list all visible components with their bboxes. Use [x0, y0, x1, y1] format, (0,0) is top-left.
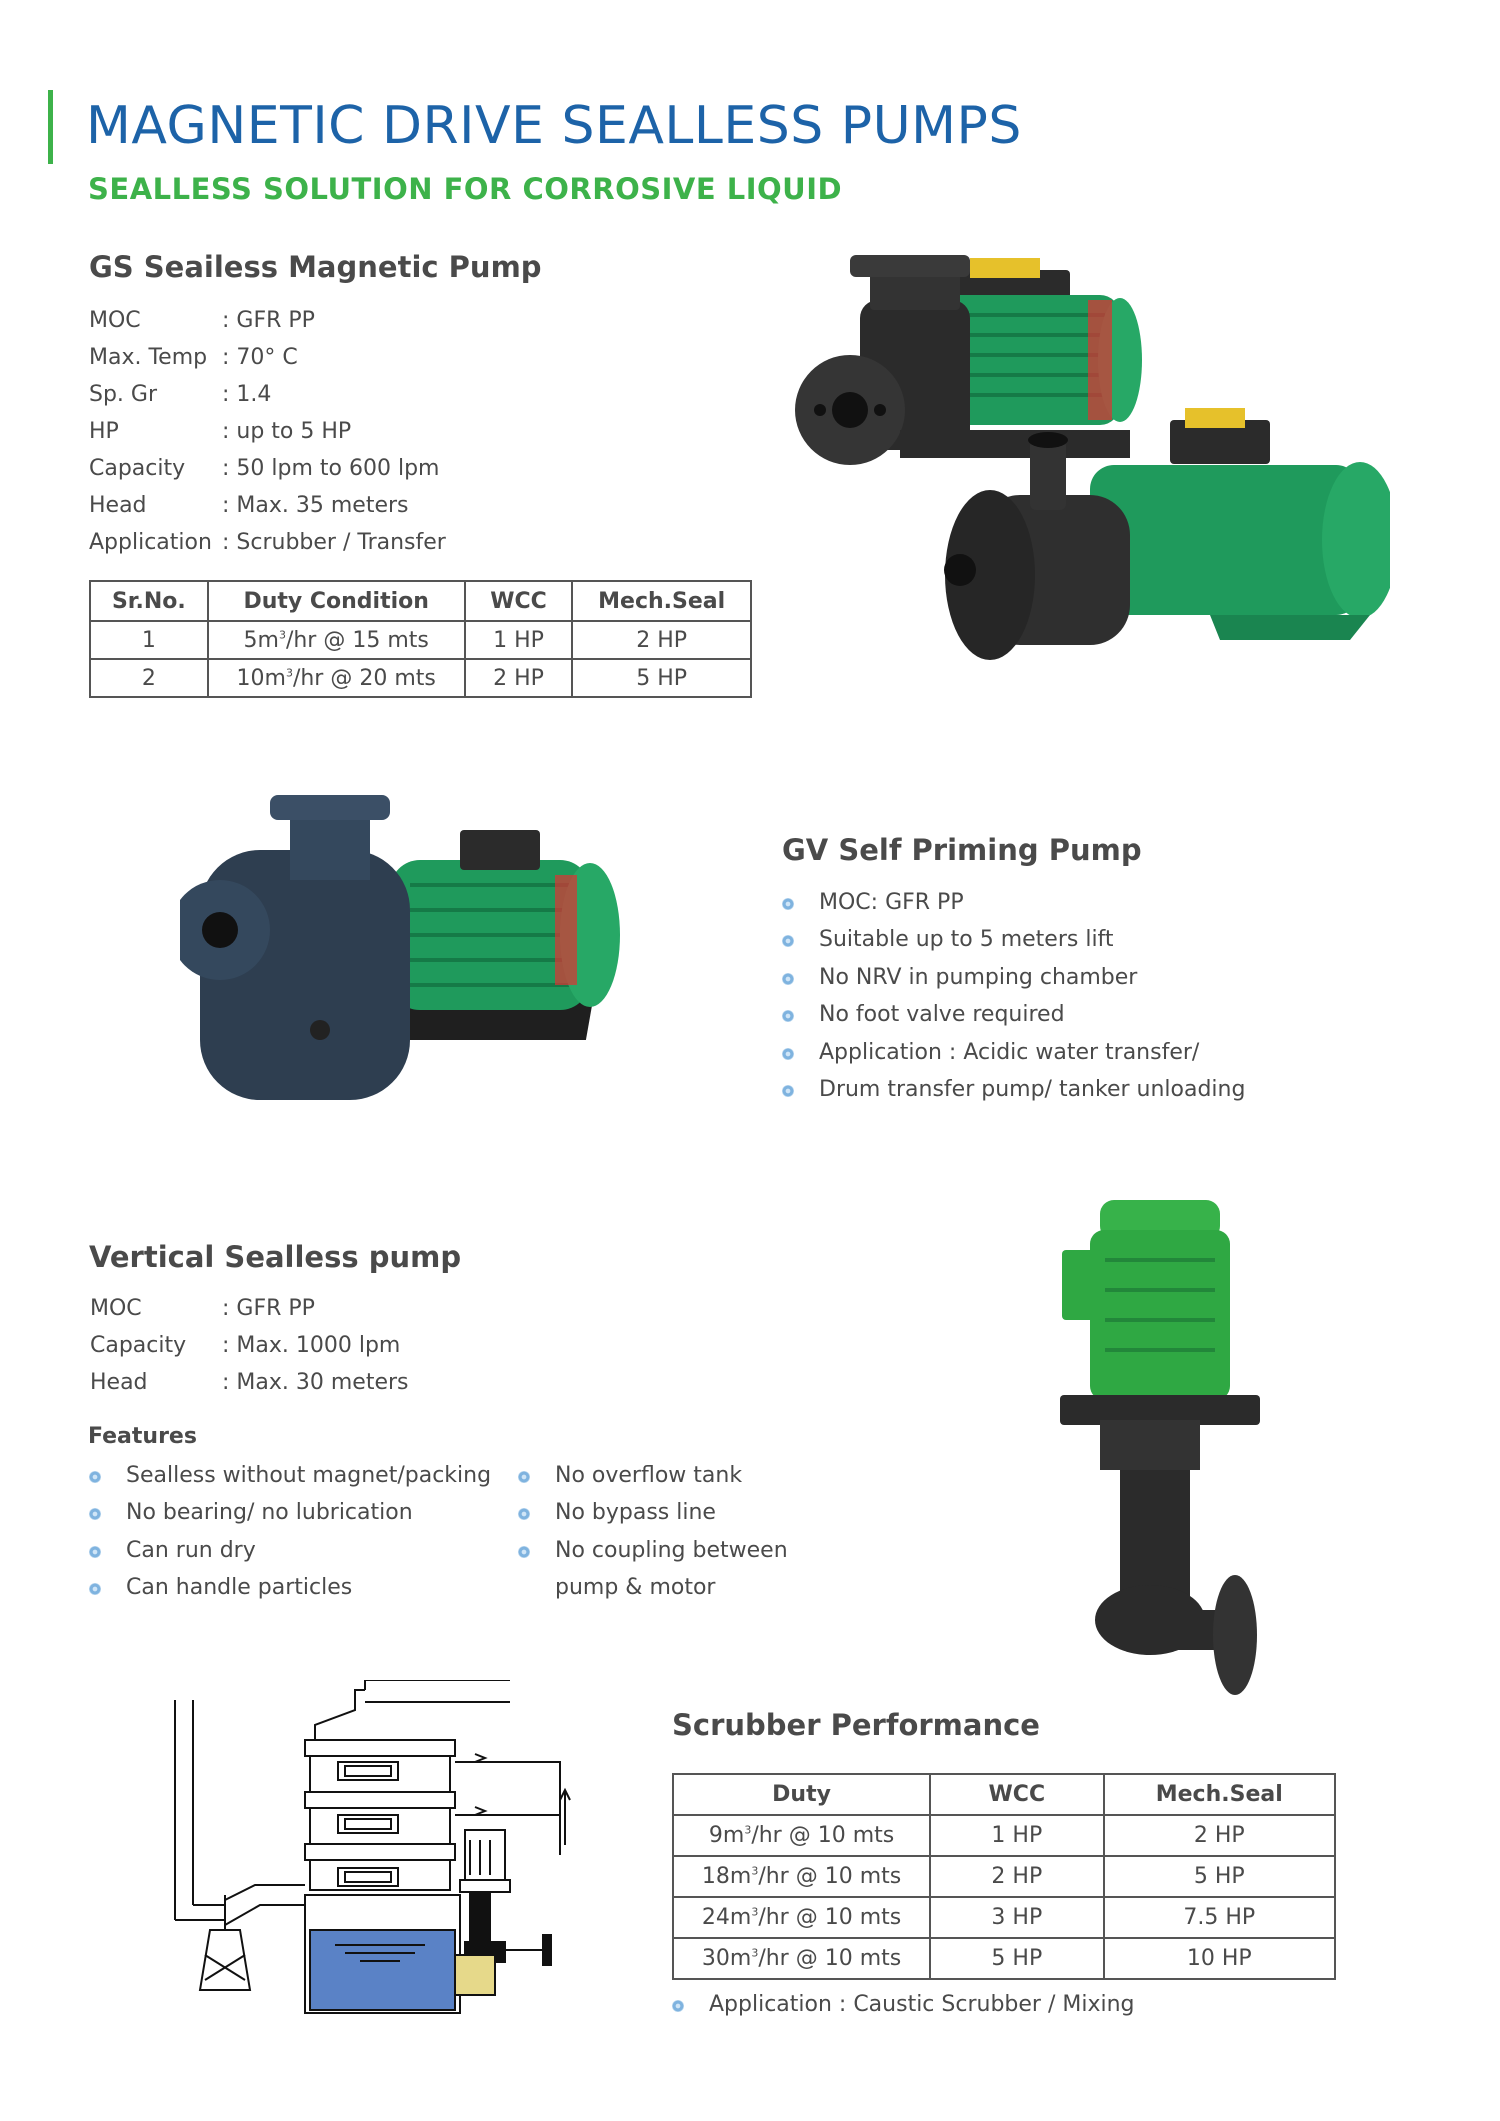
spec-label: HP — [89, 419, 119, 444]
table-header-cell: Sr.No. — [90, 581, 208, 621]
scrubber-performance-table — [672, 1773, 1336, 1980]
list-item-text: Drum transfer pump/ tanker unloading — [819, 1076, 1246, 1102]
table-cell — [208, 659, 465, 697]
spec-label: Capacity — [89, 456, 186, 481]
list-item — [782, 888, 1245, 925]
scrubber-section-title: Scrubber Performance — [672, 1708, 1040, 1742]
spec-value: : GFR PP — [222, 308, 315, 333]
table-header-cell: WCC — [465, 581, 573, 621]
page-title: MAGNETIC DRIVE SEALLESS PUMPS — [86, 96, 1022, 156]
table-row — [90, 659, 751, 697]
bullet-icon — [782, 973, 794, 985]
gs-pump-image — [790, 240, 1390, 720]
duty-value: 24m — [701, 1905, 752, 1930]
spec-value: : 70° C — [222, 345, 298, 370]
list-item — [89, 1498, 491, 1535]
table-cell: 1 HP — [465, 621, 573, 659]
list-item — [518, 1498, 788, 1535]
list-item — [89, 1536, 491, 1573]
bullet-icon — [782, 935, 794, 947]
list-item-text: MOC: GFR PP — [819, 890, 964, 915]
superscript: 3 — [751, 1864, 759, 1878]
spec-value: : Max. 1000 lpm — [222, 1333, 401, 1358]
list-item-text: No bearing/ no lubrication — [126, 1500, 413, 1526]
gv-pump-image — [180, 790, 630, 1150]
duty-unit: /hr @ 15 mts — [285, 627, 429, 653]
spec-value: : GFR PP — [222, 1296, 315, 1321]
list-item — [518, 1536, 788, 1573]
duty-unit: /hr @ 10 mts — [758, 1905, 902, 1930]
superscript: 3 — [751, 1946, 759, 1960]
table-header-cell: Duty Condition — [208, 581, 465, 621]
list-item — [89, 1573, 491, 1610]
vertical-features-right — [518, 1461, 788, 1611]
duty-unit: /hr @ 10 mts — [751, 1823, 895, 1848]
list-item — [782, 925, 1245, 962]
table-cell: 5 HP — [1104, 1856, 1335, 1897]
table-cell: 2 HP — [572, 621, 751, 659]
bullet-icon — [518, 1508, 530, 1520]
duty-value: 9m — [708, 1823, 745, 1848]
list-item — [518, 1461, 788, 1498]
bullet-icon — [782, 1048, 794, 1060]
table-cell: 7.5 HP — [1104, 1897, 1335, 1938]
list-item-text: No foot valve required — [819, 1002, 1065, 1028]
list-item-text: No coupling between — [555, 1537, 788, 1563]
table-cell — [673, 1897, 930, 1938]
bullet-icon — [782, 1010, 794, 1022]
table-row — [90, 621, 751, 659]
table-cell: 10 HP — [1104, 1938, 1335, 1979]
duty-value: 18m — [701, 1864, 752, 1889]
list-item — [782, 1000, 1245, 1037]
superscript: 3 — [751, 1905, 759, 1919]
table-cell: 1 HP — [930, 1815, 1103, 1856]
bullet-icon — [782, 898, 794, 910]
list-item-text: Suitable up to 5 meters lift — [819, 927, 1114, 953]
gs-section-title: GS Seailess Magnetic Pump — [89, 250, 542, 284]
spec-label: Sp. Gr — [89, 382, 158, 407]
duty-unit: /hr @ 10 mts — [758, 1864, 902, 1889]
spec-value: : Scrubber / Transfer — [222, 530, 446, 555]
superscript: 3 — [278, 628, 286, 642]
duty-value: 10m — [236, 665, 286, 691]
vertical-spec-list — [90, 1296, 490, 1406]
spec-label: Head — [90, 1370, 148, 1395]
table-header-row — [90, 581, 751, 621]
list-item — [518, 1573, 788, 1610]
table-header-cell: Duty — [673, 1774, 930, 1815]
spec-value: : Max. 35 meters — [222, 493, 409, 518]
spec-label: MOC — [90, 1296, 142, 1321]
duty-value: 30m — [701, 1946, 752, 1971]
vertical-pump-image — [1050, 1190, 1270, 1700]
superscript: 3 — [744, 1823, 752, 1837]
superscript: 3 — [285, 666, 293, 680]
bullet-icon — [89, 1471, 101, 1483]
table-row — [673, 1897, 1335, 1938]
table-cell: 2 HP — [930, 1856, 1103, 1897]
page-subtitle: SEALLESS SOLUTION FOR CORROSIVE LIQUID — [88, 172, 843, 206]
list-item-text: No bypass line — [555, 1500, 716, 1526]
scrubber-diagram — [165, 1680, 585, 2020]
table-cell: 2 HP — [1104, 1815, 1335, 1856]
spec-label: Head — [89, 493, 147, 518]
table-cell — [208, 621, 465, 659]
list-item-text: pump & motor — [555, 1575, 716, 1601]
features-heading: Features — [88, 1424, 197, 1449]
table-header-cell: Mech.Seal — [1104, 1774, 1335, 1815]
list-item-text: Can run dry — [126, 1537, 256, 1563]
spec-label: Capacity — [90, 1333, 187, 1358]
gv-section-title: GV Self Priming Pump — [782, 833, 1142, 867]
spec-label: Application — [89, 530, 212, 555]
table-cell: 3 HP — [930, 1897, 1103, 1938]
spec-label: Max. Temp — [89, 345, 208, 370]
list-item — [672, 1990, 1135, 2027]
gs-duty-table — [89, 580, 752, 698]
list-item-text: Can handle particles — [126, 1575, 353, 1601]
bullet-icon — [672, 2000, 684, 2012]
scrubber-application-list — [672, 1990, 1135, 2027]
list-item-text: Application : Acidic water transfer/ — [819, 1039, 1200, 1065]
spec-value: : Max. 30 meters — [222, 1370, 409, 1395]
spec-value: : 50 lpm to 600 lpm — [222, 456, 440, 481]
table-cell: 1 — [90, 621, 208, 659]
duty-value: 5m — [243, 627, 279, 653]
table-header-row — [673, 1774, 1335, 1815]
list-item — [782, 963, 1245, 1000]
gv-feature-list — [782, 888, 1245, 1112]
table-row — [673, 1815, 1335, 1856]
table-cell: 5 HP — [572, 659, 751, 697]
table-cell — [673, 1938, 930, 1979]
duty-unit: /hr @ 20 mts — [292, 665, 436, 691]
list-item — [782, 1075, 1245, 1112]
table-cell: 5 HP — [930, 1938, 1103, 1979]
spec-label: MOC — [89, 308, 141, 333]
bullet-icon — [89, 1583, 101, 1595]
vertical-features-left — [89, 1461, 491, 1611]
duty-unit: /hr @ 10 mts — [758, 1946, 902, 1971]
list-item-text: Application : Caustic Scrubber / Mixing — [709, 1992, 1135, 2017]
spec-value: : up to 5 HP — [222, 419, 352, 444]
list-item — [782, 1038, 1245, 1075]
table-row — [673, 1938, 1335, 1979]
vertical-section-title: Vertical Sealless pump — [89, 1240, 462, 1274]
bullet-icon — [518, 1546, 530, 1558]
table-cell: 2 HP — [465, 659, 573, 697]
list-item-text: Sealless without magnet/packing — [126, 1463, 492, 1488]
gs-spec-list — [89, 308, 549, 568]
bullet-icon — [89, 1546, 101, 1558]
table-row — [673, 1856, 1335, 1897]
table-header-cell: Mech.Seal — [572, 581, 751, 621]
title-accent-bar — [48, 90, 53, 164]
table-cell — [673, 1815, 930, 1856]
bullet-icon — [89, 1508, 101, 1520]
table-cell — [673, 1856, 930, 1897]
bullet-icon — [782, 1085, 794, 1097]
table-cell: 2 — [90, 659, 208, 697]
list-item-text: No overflow tank — [555, 1463, 743, 1488]
list-item-text: No NRV in pumping chamber — [819, 964, 1138, 990]
bullet-icon — [518, 1471, 530, 1483]
table-header-cell: WCC — [930, 1774, 1103, 1815]
list-item — [89, 1461, 491, 1498]
spec-value: : 1.4 — [222, 382, 272, 407]
